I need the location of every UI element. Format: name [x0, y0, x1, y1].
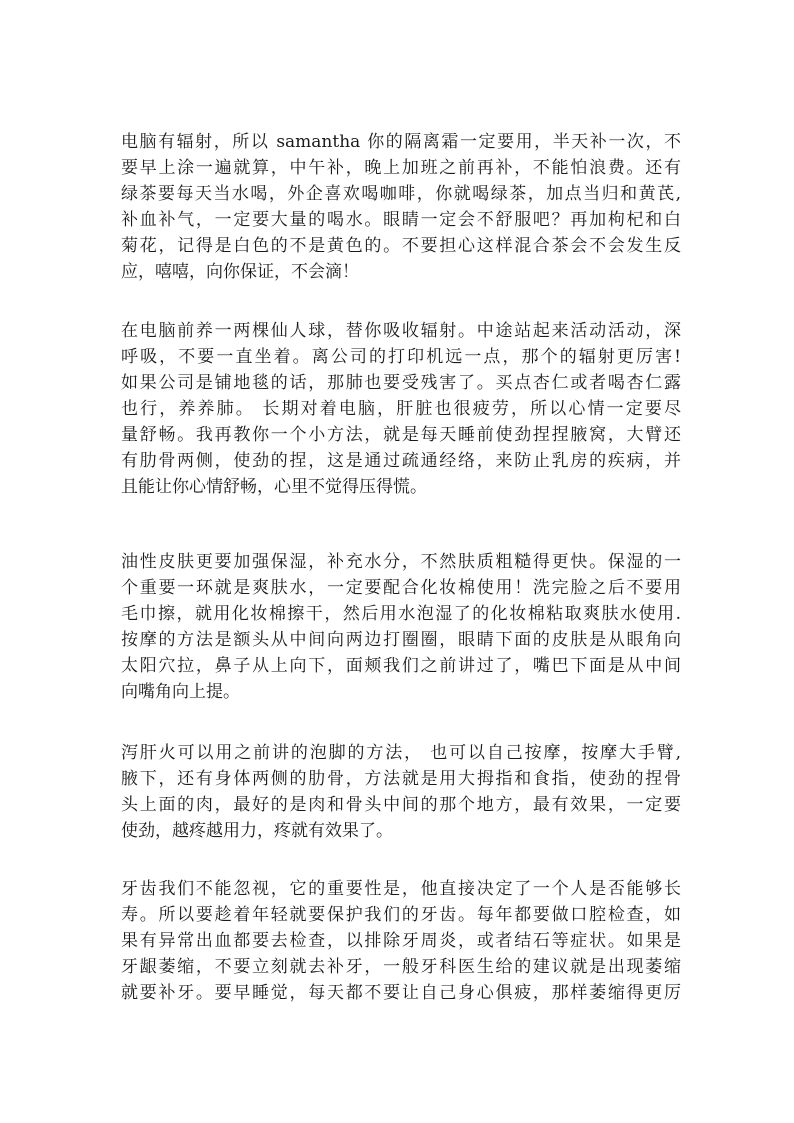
text-line: 量舒畅。我再教你一个小方法，就是每天睡前使劲捏捏腋窝，大臂还	[121, 425, 681, 445]
text-line: 也行，养养肺。 长期对着电脑，肝脏也很疲劳，所以心情一定要尽	[121, 399, 681, 419]
text-line: 按摩的方法是额头从中间向两边打圈圈，眼睛下面的皮肤是从眼角向	[121, 630, 681, 650]
text-line: 呼吸，不要一直坐着。离公司的打印机远一点，那个的辐射更厉害!	[121, 347, 681, 367]
text-line: 牙齿我们不能忽视，它的重要性是，他直接决定了一个人是否能够长	[121, 879, 681, 899]
text-line: 如果公司是铺地毯的话，那肺也要受残害了。买点杏仁或者喝杏仁露	[121, 373, 681, 393]
text-line: 就要补牙。要早睡觉，每天都不要让自己身心俱疲，那样萎缩得更厉	[121, 983, 681, 1003]
text-line: 寿。所以要趁着年轻就要保护我们的牙齿。每年都要做口腔检查，如	[121, 905, 681, 925]
paragraph-radiation-tea	[121, 129, 681, 285]
text-line: 电脑有辐射，所以 samantha 你的隔离霜一定要用，半天补一次，不	[121, 132, 681, 152]
text-line: 牙龈萎缩，不要立刻就去补牙，一般牙科医生给的建议就是出现萎缩	[121, 957, 681, 977]
text-line: 要早上涂一遍就算，中午补，晚上加班之前再补，不能怕浪费。还有	[121, 158, 681, 178]
paragraph-teeth-care	[121, 876, 681, 1006]
text-line: 油性皮肤更要加强保湿，补充水分，不然肤质粗糙得更快。保湿的一	[121, 552, 681, 572]
text-line: 绿茶要每天当水喝，外企喜欢喝咖啡，你就喝绿茶，加点当归和黄芪,	[121, 184, 681, 204]
text-line: 腋下，还有身体两侧的肋骨，方法就是用大拇指和食指，使劲的捏骨	[121, 769, 681, 789]
text-line: 补血补气，一定要大量的喝水。眼睛一定会不舒服吧？再加枸杞和白	[121, 210, 681, 230]
paragraph-liver-massage	[121, 740, 681, 844]
text-line: 果有异常出血都要去检查，以排除牙周炎，或者结石等症状。如果是	[121, 931, 681, 951]
text-line: 菊花，记得是白色的不是黄色的。不要担心这样混合茶会不会发生反	[121, 236, 681, 256]
paragraph-cactus-lungs	[121, 318, 681, 500]
text-line: 有肋骨两侧，使劲的捏，这是通过疏通经络，来防止乳房的疾病，并	[121, 451, 681, 471]
text-line: 在电脑前养一两棵仙人球，替你吸收辐射。中途站起来活动活动，深	[121, 321, 681, 341]
text-line: 头上面的肉，最好的是肉和骨头中间的那个地方，最有效果，一定要	[121, 795, 681, 815]
text-line: 个重要一环就是爽肤水，一定要配合化妆棉使用！洗完脸之后不要用	[121, 578, 681, 598]
text-line: 泻肝火可以用之前讲的泡脚的方法， 也可以自己按摩，按摩大手臂,	[121, 743, 681, 763]
paragraph-oily-skin	[121, 549, 681, 705]
text-line: 且能让你心情舒畅，心里不觉得压得慌。	[121, 477, 427, 497]
text-line: 太阳穴拉，鼻子从上向下，面颊我们之前讲过了，嘴巴下面是从中间	[121, 656, 681, 676]
text-line: 毛巾擦，就用化妆棉擦干，然后用水泡湿了的化妆棉粘取爽肤水使用.	[121, 604, 681, 624]
text-line: 向嘴角向上提。	[121, 682, 240, 702]
text-line: 使劲，越疼越用力，疼就有效果了。	[121, 821, 393, 841]
text-line: 应，嘻嘻，向你保证，不会滴！	[121, 262, 359, 282]
